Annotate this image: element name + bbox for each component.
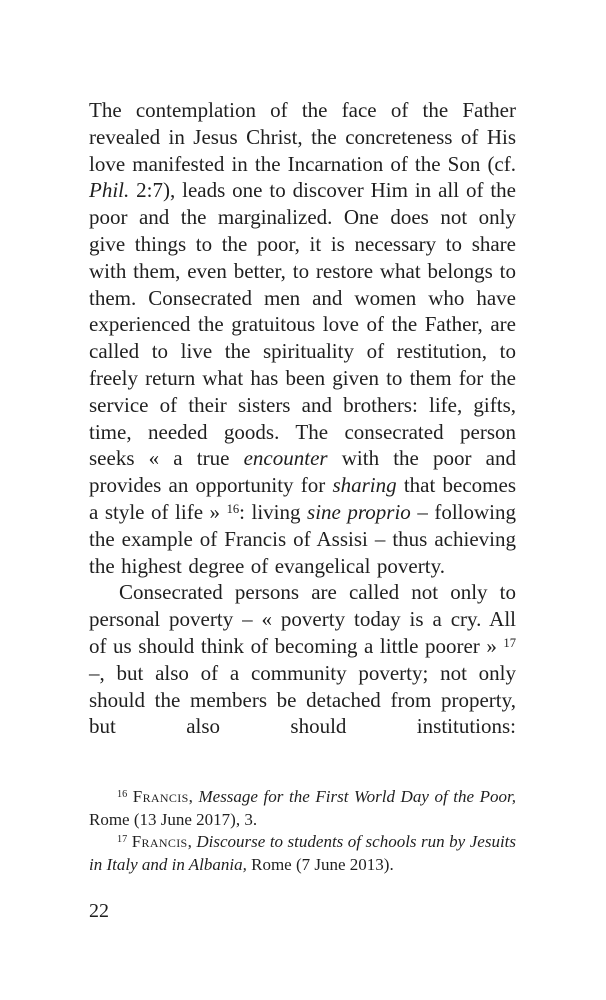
paragraph-2: Consecrated persons are called not only to personal poverty – « poverty today is a cry. All of us should think of becoming a little poorer » $^{17}$ –, but also of a community poverty; not only should the members be detached from property, but also should institutions: <box>89 580 516 739</box>
page-number: 22 <box>89 900 109 922</box>
paragraph-1: The contemplation of the face of the Father revealed in Jesus Christ, the concreteness of His love manifested in the Incarnation of the Son (cf. Phil. 2:7), leads one to discover Him in all of the poor and the marginalized. One does not only give things to the poor, it is necessary to share with them, even better, to restore what belongs to them. Consecrated men and women who have experienced the gratuitous love of the Father, are called to live the spirituality of restitution, to freely return what has been given to them for the service of their sisters and brothers: life, gifts, time, needed goods. The consecrated person seeks « a true encounter with the poor and provides an opportunity for sharing that becomes a style of life » $^{16}$: living sine proprio – following the example of Francis of Assisi – thus achieving the highest degree of evangelical poverty. <box>89 98 517 578</box>
footnote-17: $^{17}$ Francis, Discourse to students of schools run by Jesuits in Italy and in Albania, Rome (7 June 2013). <box>89 832 517 874</box>
footnotes-section <box>89 786 516 876</box>
footnote-16: $^{16}$ Francis, Message for the First World Day of the Poor, Rome (13 June 2017), 3. <box>89 787 516 829</box>
body-text <box>89 97 516 740</box>
